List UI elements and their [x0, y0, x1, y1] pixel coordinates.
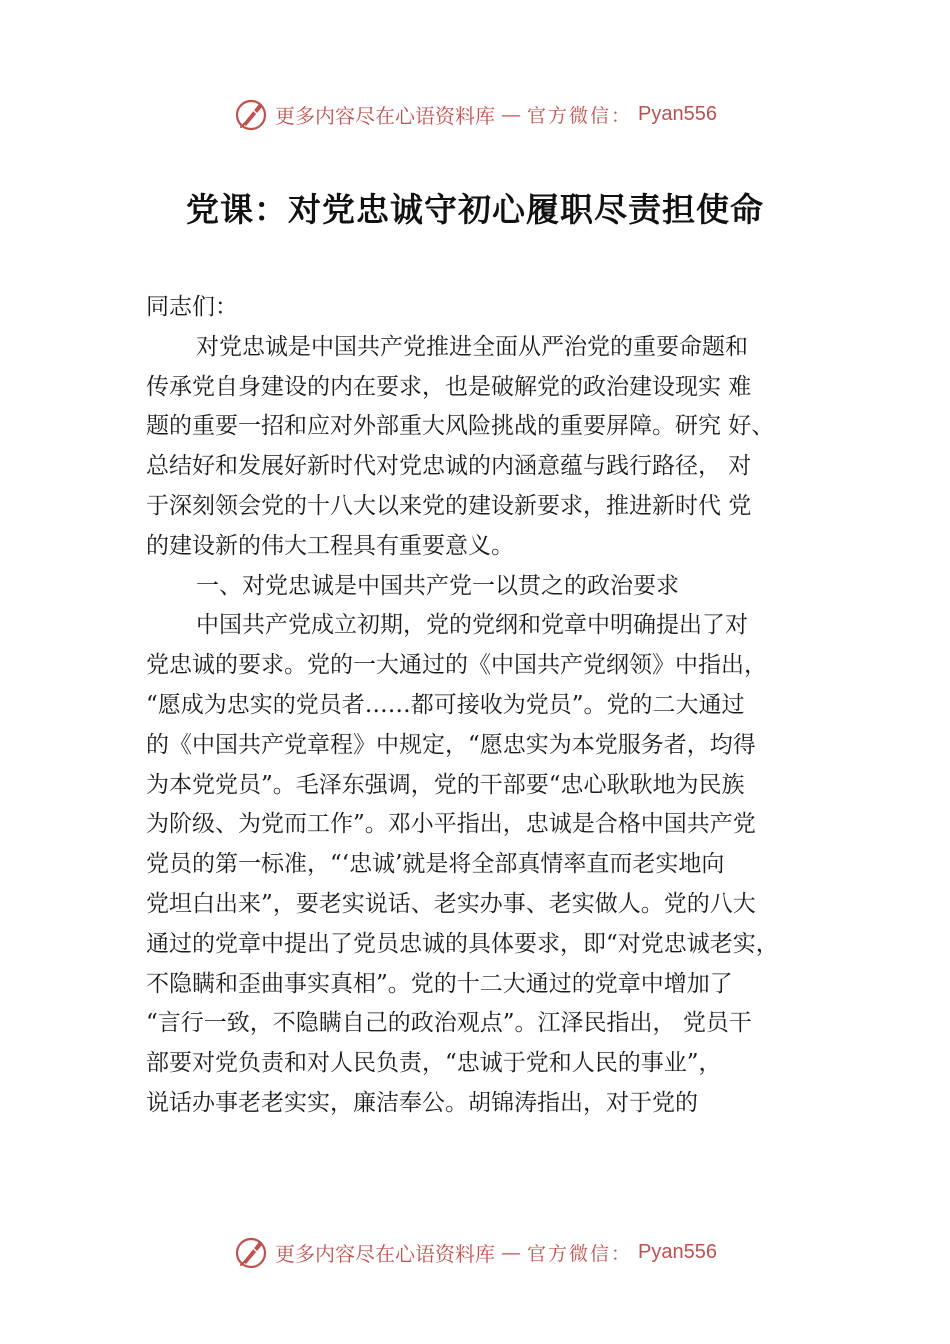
document-title: 党课：对党忠诚守初心履职尽责担使命	[186, 190, 764, 229]
salutation-line: 同志们：	[146, 294, 238, 320]
body-line: “愿成为忠实的党员者……都可接收为党员”。党的二大通过	[146, 691, 745, 718]
body-line: 党员的第一标准，“‘忠诚’就是将全部真情率直而老实地向	[146, 851, 725, 878]
footer-watermark	[0, 1232, 950, 1272]
watermark-wechat-id: Pyan556	[638, 1240, 717, 1263]
watermark-wechat-id: Pyan556	[638, 102, 717, 125]
document-body	[146, 288, 836, 1124]
body-line: 说话办事老老实实，廉洁奉公。胡锦涛指出，对于党的	[146, 1089, 698, 1116]
header-watermark	[0, 94, 950, 134]
body-line: 于深刻领会党的十八大以来党的建设新要求，推进新时代 党	[146, 492, 752, 519]
body-line: 对党忠诚是中国共产党推进全面从严治党的重要命题和	[196, 333, 748, 360]
body-line: “言行一致，不隐瞒自己的政治观点”。江泽民指出， 党员干	[146, 1010, 752, 1037]
body-line: 的建设新的伟大工程具有重要意义。	[146, 532, 514, 559]
watermark-separator: —	[501, 102, 521, 126]
watermark-label: 官方微信：	[527, 1242, 633, 1265]
body-line: 党坦白出来”，要老实说话、老实办事、老实做人。党的八大	[146, 890, 756, 917]
body-line: 部要对党负责和对人民负责，“忠诚于党和人民的事业”，	[146, 1050, 722, 1077]
body-line: 为本党党员”。毛泽东强调，党的干部要“忠心耿耿地为民族	[146, 771, 745, 798]
quill-pen-logo-icon	[233, 96, 269, 132]
body-line: 不隐瞒和歪曲事实真相”。党的十二大通过的党章中增加了	[146, 970, 733, 997]
body-line: 总结好和发展好新时代对党忠诚的内涵意蕴与践行路径， 对	[146, 453, 752, 480]
section-heading: 一、对党忠诚是中国共产党一以贯之的政治要求	[196, 572, 679, 599]
body-line: 为阶级、为党而工作”。邓小平指出，忠诚是合格中国共产党	[146, 811, 756, 838]
body-line: 传承党自身建设的内在要求，也是破解党的政治建设现实 难	[146, 373, 752, 400]
body-line: 中国共产党成立初期，党的党纲和党章中明确提出了对	[196, 612, 748, 639]
quill-pen-logo-icon	[233, 1234, 269, 1270]
watermark-label: 官方微信：	[527, 104, 633, 127]
watermark-brand: 更多内容尽在心语资料库	[275, 1241, 495, 1266]
body-line: 题的重要一招和应对外部重大风险挑战的重要屏障。研究 好、	[146, 413, 775, 440]
watermark-brand: 更多内容尽在心语资料库	[275, 103, 495, 128]
body-line: 党忠诚的要求。党的一大通过的《中国共产党纲领》中指出，	[146, 652, 767, 679]
body-line: 通过的党章中提出了党员忠诚的具体要求，即“对党忠诚老实，	[146, 930, 779, 957]
watermark-separator: —	[501, 1240, 521, 1264]
body-line: 的《中国共产党章程》中规定，“愿忠实为本党服务者，均得	[146, 731, 756, 758]
